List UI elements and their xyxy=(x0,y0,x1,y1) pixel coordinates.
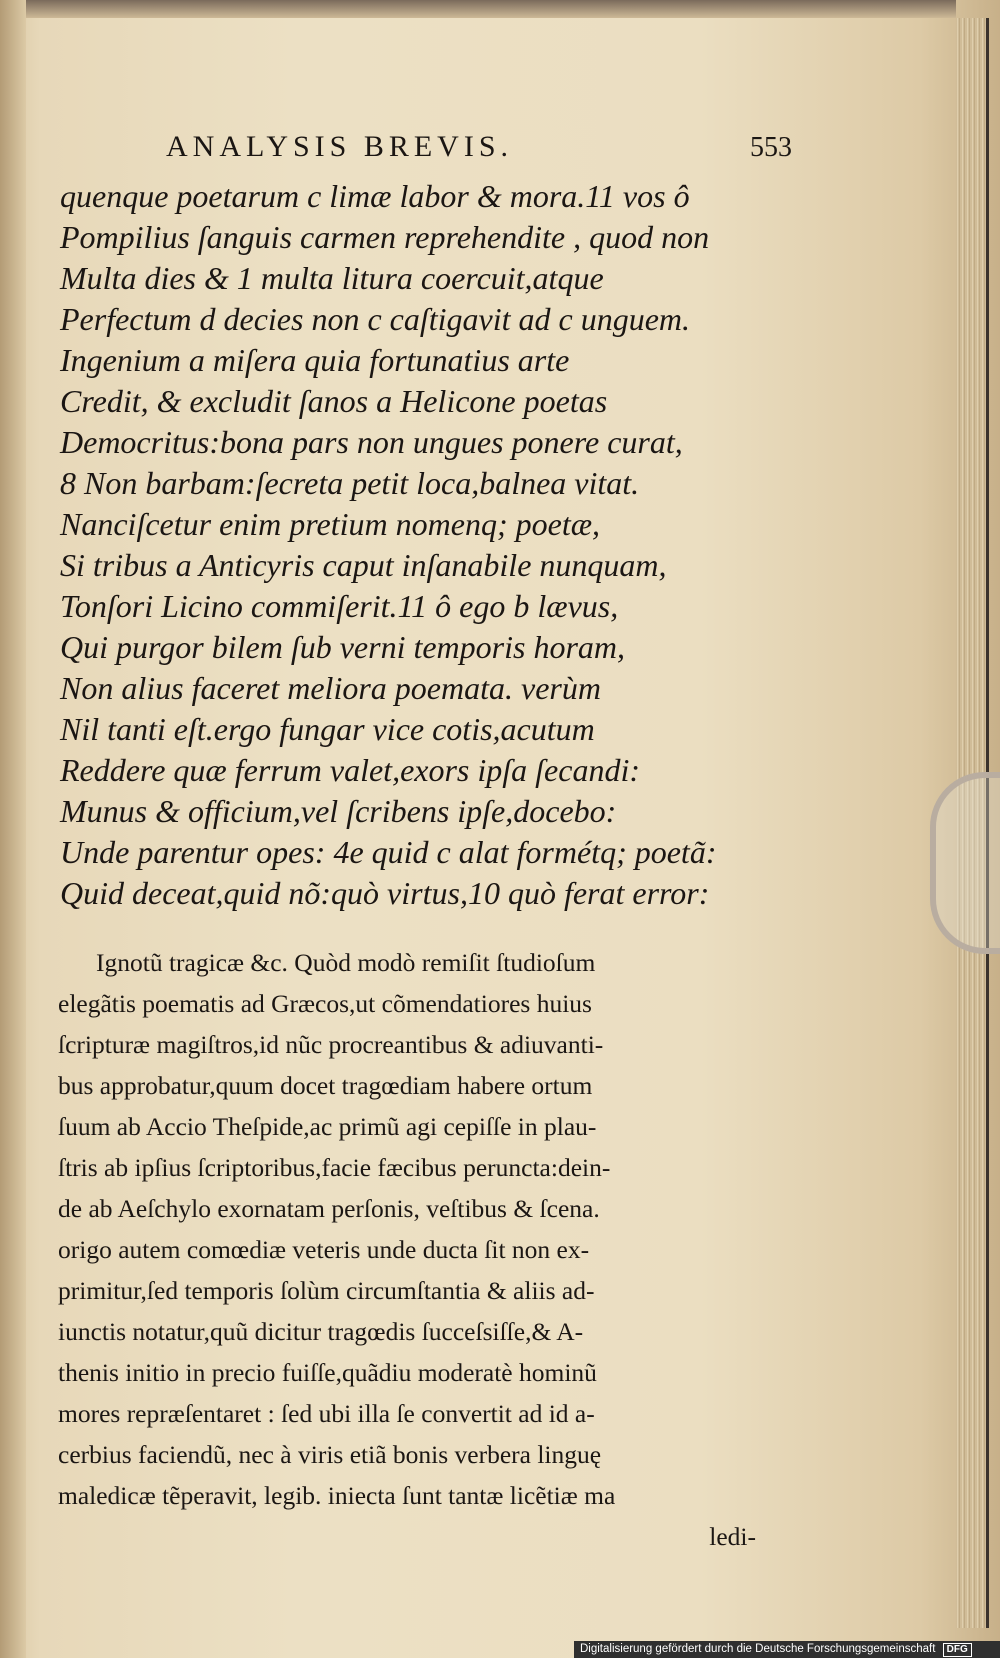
verse-line: Tonſori Licino commiſerit.11 ô ego b lævus, xyxy=(60,588,619,624)
commentary-line: ſcripturæ magiſtros,id nũc procreantibus & adiuvanti- xyxy=(58,1030,604,1059)
commentary-line: cerbius faciendũ, nec à viris etiã bonis verbera linguę xyxy=(58,1440,602,1469)
verse-line: quenque poetarum c limæ labor & mora.11 vos ô xyxy=(60,178,690,214)
verse-line: Unde parentur opes: 4e quid c alat formétq; poetã: xyxy=(60,834,717,870)
book-top-edge xyxy=(26,0,956,18)
verse-line: Ingenium a miſera quia fortunatius arte xyxy=(60,342,570,378)
verse-line: Si tribus a Anticyris caput inſanabile nunquam, xyxy=(60,547,667,583)
verse-line: Democritus:bona pars non ungues ponere curat, xyxy=(60,424,683,460)
commentary-line: thenis initio in precio fuiſſe,quãdiu moderatè hominũ xyxy=(58,1358,597,1387)
page-clip xyxy=(930,772,1000,954)
commentary-line: bus approbatur,quum docet tragœdiam habere ortum xyxy=(58,1071,593,1100)
dfg-logo: DFG xyxy=(943,1643,972,1657)
verse-line: Perfectum d decies non c caſtigavit ad c unguem. xyxy=(60,301,691,337)
commentary-line: maledicæ tẽperavit, legib. iniecta ſunt tantæ licẽtiæ ma xyxy=(58,1481,616,1510)
commentary-line: iunctis notatur,quũ dicitur tragœdis ſucceſsiſſe,& A- xyxy=(58,1317,584,1346)
running-title: ANALYSIS BREVIS. xyxy=(166,130,514,163)
verse-line: Reddere quæ ferrum valet,exors ipſa ſecandi: xyxy=(60,752,640,788)
commentary-block xyxy=(58,942,780,1516)
digitization-credit xyxy=(574,1641,1000,1658)
commentary-line: primitur,ſed temporis ſolùm circumſtantia & aliis ad- xyxy=(58,1276,595,1305)
commentary-line: origo autem comœdiæ veteris unde ducta ſit non ex- xyxy=(58,1235,590,1264)
book-gutter xyxy=(0,0,26,1658)
verse-block xyxy=(60,176,780,914)
commentary-line: de ab Aeſchylo exornatam perſonis, veſtibus & ſcena. xyxy=(58,1194,600,1223)
commentary-line: ſuum ab Accio Theſpide,ac primũ agi cepiſſe in plau- xyxy=(58,1112,597,1141)
page-header xyxy=(60,130,792,176)
verse-line: Munus & officium,vel ſcribens ipſe,docebo: xyxy=(60,793,617,829)
verse-line: Nanciſcetur enim pretium nomenq; poetæ, xyxy=(60,506,601,542)
verse-line: Nil tanti eſt.ergo fungar vice cotis,acutum xyxy=(60,711,595,747)
catchword: ledi- xyxy=(709,1522,756,1551)
commentary-line: ſtris ab ipſius ſcriptoribus,facie fæcibus peruncta:dein- xyxy=(58,1153,611,1182)
verse-line: Pompilius ſanguis carmen reprehendite , quod non xyxy=(60,219,710,255)
verse-line: Qui purgor bilem ſub verni temporis horam, xyxy=(60,629,626,665)
verse-line: Non alius faceret meliora poemata. verùm xyxy=(60,670,601,706)
commentary-line: elegãtis poematis ad Græcos,ut cõmendatiores huius xyxy=(58,989,592,1018)
verse-line: Quid deceat,quid nõ:quò virtus,10 quò ferat error: xyxy=(60,875,710,911)
book-page xyxy=(58,130,792,1557)
verse-line: 8 Non barbam:ſecreta petit loca,balnea vitat. xyxy=(60,465,640,501)
commentary-line: Ignotũ tragicæ &c. Quòd modò remiſit ſtudioſum xyxy=(96,948,596,977)
commentary-line: mores repræſentaret : ſed ubi illa ſe convertit ad id a- xyxy=(58,1399,595,1428)
verse-line: Multa dies & 1 multa litura coercuit,atque xyxy=(60,260,604,296)
page-number: 553 xyxy=(750,132,792,163)
credit-text: Digitalisierung gefördert durch die Deutsche Forschungsgemeinschaft xyxy=(580,1643,936,1655)
verse-line: Credit, & excludit ſanos a Helicone poetas xyxy=(60,383,608,419)
